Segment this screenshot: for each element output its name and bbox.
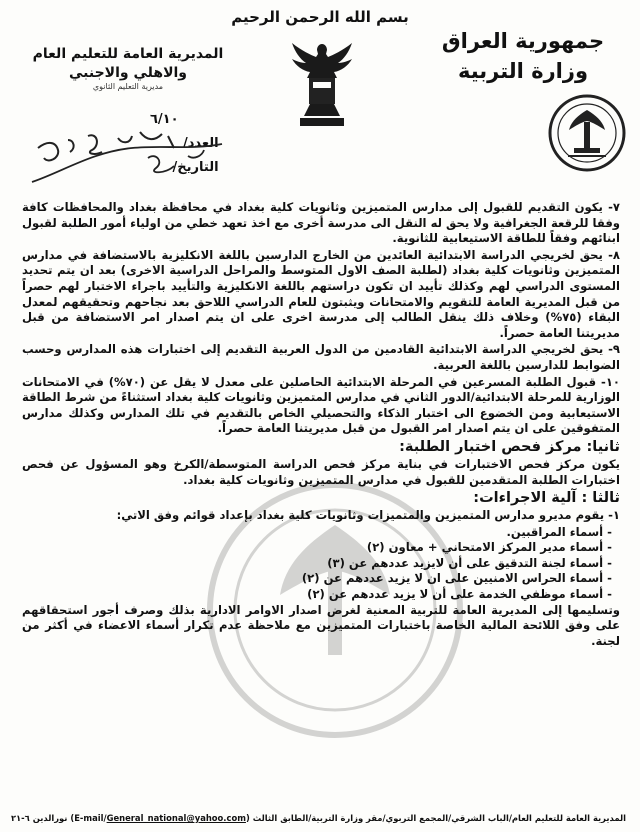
list-item: - أسماء مدير المركز الامتحاني + معاون (٢) — [366, 540, 612, 555]
section-2-text: يكون مركز فحص الاختبارات في بناية مركز فحص الدراسة المتوسطة/الكرخ وهو المسؤول عن فحص اختبارات الطلبة المتقدمين للقبول في مدارس المتميزين وثانويات كلية بغداد. — [22, 456, 620, 487]
document-body — [22, 200, 620, 650]
section-3-closing: وتسليمها إلى المديرية العامة للتربية المعنية لغرض اصدار الاوامر الادارية بذلك وصرف أجور استحقاقهم على وفق اللائحة المالية الخاصة باختبارات المتميزين مع ملاحظة عدم تكرار أسماء الاعضاء في أكثر من لجنة. — [22, 602, 620, 648]
date-label: التاريخ/ — [172, 160, 219, 175]
directorate-name: المديرية العامة للتعليم العام — [32, 46, 224, 62]
clause-9: ٩- يحق لخريجي الدراسة الابتدائية القادمين من الدول العربية التقديم إلى اختبارات هذه المدارس وحسب الضوابط للدارسين باللغة العربية. — [22, 342, 620, 372]
clause-10: ١٠- قبول الطلبة المسرعين في المرحلة الابتدائية الحاصلين على معدل لا يقل عن (٧٠%) في الامتحانات الوزارية للمرحلة الابتدائية/الدور الثاني في مدارس المتميزين وثانويات كلية بغداد استثناءً من شرط الطاقة الاستيعابية ومن الخضوع الى اختبار الذكاء والتحصيلي الخاص بالتقديم في تلك المدارس وكذلك مدارس المتفوقين على ان يتم اصدار امر القبول من قبل مديريتنا العامة حصراً. — [22, 374, 620, 436]
section-3-intro: ١- يقوم مديرو مدارس المتميزين والمتميزات وثانويات كلية بغداد بإعداد قوائم وفق الاتي: — [116, 508, 620, 523]
footer-address — [10, 813, 626, 823]
footer-email-open: (E-mail/ — [74, 813, 250, 823]
ref-label: العدد/ — [182, 136, 219, 151]
issuer-block — [428, 26, 618, 86]
footer-email-close: ) — [70, 813, 75, 823]
directorate-name-line2: والاهلي والاجنبي — [69, 65, 187, 81]
footer-address-text: المديرية العامة للتعليم العام/الباب الشرقي/المجمع التربوي/مقر وزارة التربية/الطابق الثالث — [252, 813, 626, 823]
basmala: بسم الله الرحمن الرحيم — [231, 8, 409, 26]
section-3-heading: ثالثا : آلية الاجراءات: — [473, 490, 620, 507]
list-item: - أسماء الحراس الامنيين على ان لا يزيد عددهم عن (٢) — [301, 571, 612, 586]
iraq-eagle-emblem-icon — [286, 38, 358, 130]
footer-email-link[interactable]: General_national@yahoo.com — [106, 813, 246, 823]
ministry-seal-icon — [546, 88, 628, 178]
handwritten-number-scribble — [28, 118, 238, 203]
directorate-block — [18, 44, 238, 92]
list-item: - أسماء لجنة التدقيق على أن لايزيد عددهم عن (٣) — [327, 555, 612, 570]
clause-8: ٨- يحق لخريجي الدراسة الابتدائية العائدين من الخارج الدارسين باللغة الانكليزية بالاستضافة في مدارس المتميزين وثانويات كلية بغداد (لطلبة الصف الاول المتوسط والمراحل الدراسية الاخرى) بعد ان يتم تحديد المستوى الدراسي لهم وكذلك تأييد ان تكون دراستهم باللغة الانكليزية والتأييد باجراء الاختبار لهم حصراً من قبل المديرية العامة للتقويم والامتحانات ويثبتون للعام الدراسي اللاحق بعد نجاحهم وتحقيقهم لمعدل البقاء (٧٥%) وخلاف ذلك ينقل الطالب إلى مدرسة اخرى على ان يتم اصدار امر الاستضافة من قبل مديريتنا العامة حصراً. — [22, 247, 620, 340]
ministry-name: وزارة التربية — [457, 59, 589, 83]
country-name: جمهورية العراق — [441, 29, 605, 53]
list-item: - أسماء موظفي الخدمة على أن لا يزيد عددهم عن (٢) — [307, 587, 612, 602]
section-2-heading: ثانيا: مركز فحص اختبار الطلبة: — [399, 438, 620, 455]
ref-value: ٦/١٠ — [150, 112, 179, 127]
footer-note: نورالدين ٦-٢١ — [10, 813, 68, 823]
clause-7: ٧- يكون التقديم للقبول إلى مدارس المتميزين وثانويات كلية بغداد في محافظة بغداد والمحافظات كافة وفقا للرقعة الجغرافية ولا يحق له النقل الى مدرسة أخرى مع اخذ تعهد خطي من اولياء أمور الطلبة لقبول ابنائهم وفقاً للطاقة الاستيعابية للثانوية. — [22, 200, 620, 246]
sub-department: مديرية التعليم الثانوي — [92, 82, 164, 91]
list-item: - أسماء المراقبين. — [506, 524, 612, 539]
